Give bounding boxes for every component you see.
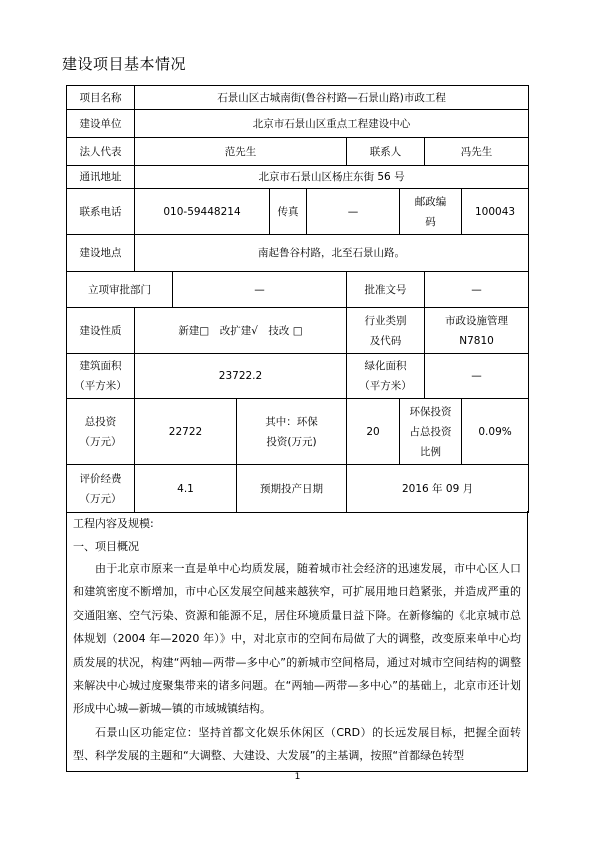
postal-label-line: 邮政编 (414, 195, 447, 208)
fax-value: — (307, 189, 400, 235)
paragraph: 由于北京市原来一直是单中心均质发展，随着城市社会经济的迅速发展，市中心区人口和建筑密度不断增加，市中心区发展空间越来越狭窄，可扩展用地日趋紧张，并造成严重的交通阻塞、空气污染、资源和能源不足，居住环境质量日益下降。在新修编的《北京城市总体规划（2004 年—2020 年）》中，对北京市的空间布局做了大的调整，改变原来单中心均质发展的状况，构建“两轴—两带—多中心”的新城市空间格局，通过对城市空间结构的调整来解决中心城过度聚集带来的诸多问题。在“两轴—两带—多中心”的基础上，北京市还计划形成中心城—新城—镇的市域城镇结构。 (73, 562, 521, 716)
date-label: 预期投产日期 (237, 465, 347, 513)
date-value: 2016 年 09 月 (347, 465, 529, 513)
phone-label: 联系电话 (67, 189, 135, 235)
address-value: 北京市石景山区杨庄东街 56 号 (135, 166, 529, 189)
ratio-label-line: 环保投资 (409, 405, 452, 418)
ratio-label (400, 399, 462, 465)
env-invest-label-line: 投资(万元) (266, 435, 317, 448)
green-label-line: （平方米） (359, 380, 412, 392)
eval-label (67, 465, 135, 513)
contact-value: 冯先生 (425, 138, 529, 166)
green-label-line: 绿化面积 (364, 360, 407, 372)
eval-label-line: 评价经费 (79, 472, 122, 485)
address-label: 通讯地址 (67, 166, 135, 189)
phone-value: 010-59448214 (135, 189, 270, 235)
postal-label (400, 189, 462, 235)
table-row (67, 308, 529, 354)
industry-label (347, 308, 425, 354)
project-info-table (66, 85, 529, 513)
eval-label-line: （万元） (79, 492, 122, 505)
table-row (67, 138, 529, 166)
approval-no-label: 批准文号 (347, 272, 425, 308)
legal-label: 法人代表 (67, 138, 135, 166)
industry-value-line: N7810 (459, 334, 494, 347)
env-invest-value: 20 (347, 399, 400, 465)
industry-value (425, 308, 529, 354)
eval-value: 4.1 (135, 465, 237, 513)
area-label-line: 建筑面积 (79, 360, 122, 372)
table-row (67, 399, 529, 465)
approval-dept-value: — (173, 272, 347, 308)
section-heading: 一、项目概况 (73, 540, 139, 553)
page-title: 建设项目基本情况 (62, 55, 187, 73)
table-row (67, 189, 529, 235)
area-label-line: （平方米） (74, 380, 127, 392)
table-row (67, 465, 529, 513)
unit-label: 建设单位 (67, 110, 135, 138)
approval-no-value: — (425, 272, 529, 308)
table-row (67, 272, 529, 308)
page-number: 1 (294, 772, 301, 782)
project-name-value: 石景山区古城南街(鲁谷村路—石景山路)市政工程 (135, 86, 529, 110)
table-row (67, 86, 529, 110)
table-row (67, 110, 529, 138)
postal-label-line: 码 (425, 215, 436, 228)
contact-label: 联系人 (347, 138, 425, 166)
invest-label-line: 总投资 (84, 415, 117, 428)
ratio-label-line: 占总投资 (409, 425, 452, 438)
fax-label: 传真 (270, 189, 307, 235)
project-name-label: 项目名称 (67, 86, 135, 110)
ratio-value: 0.09% (462, 399, 529, 465)
table-row (67, 166, 529, 189)
industry-label-line: 及代码 (369, 334, 402, 347)
invest-label-line: （万元） (79, 435, 122, 448)
industry-label-line: 行业类别 (364, 314, 407, 327)
nature-label: 建设性质 (67, 308, 135, 354)
project-content-cell (66, 511, 528, 772)
invest-value: 22722 (135, 399, 237, 465)
unit-value: 北京市石景山区重点工程建设中心 (135, 110, 529, 138)
area-label (67, 354, 135, 399)
location-label: 建设地点 (67, 235, 135, 272)
env-invest-label (237, 399, 347, 465)
legal-value: 范先生 (135, 138, 347, 166)
env-invest-label-line: 其中：环保 (265, 415, 318, 428)
industry-value-line: 市政设施管理 (445, 314, 509, 327)
table-row (67, 235, 529, 272)
area-value: 23722.2 (135, 354, 347, 399)
content-heading: 工程内容及规模: (73, 517, 154, 530)
ratio-label-line: 比例 (420, 445, 441, 458)
green-label (347, 354, 425, 399)
paragraph: 石景山区功能定位：坚持首都文化娱乐休闲区（CRD）的长远发展目标，把握全面转型、科学发展的主题和“大调整、大建设、大发展”的主基调，按照“首都绿色转型 (73, 725, 521, 763)
postal-value: 100043 (462, 189, 529, 235)
location-value: 南起鲁谷村路，北至石景山路。 (135, 235, 529, 272)
invest-label (67, 399, 135, 465)
green-value: — (425, 354, 529, 399)
approval-dept-label: 立项审批部门 (67, 272, 173, 308)
nature-value: 新建□ 改扩建√ 技改 □ (135, 308, 347, 354)
table-row (67, 354, 529, 399)
